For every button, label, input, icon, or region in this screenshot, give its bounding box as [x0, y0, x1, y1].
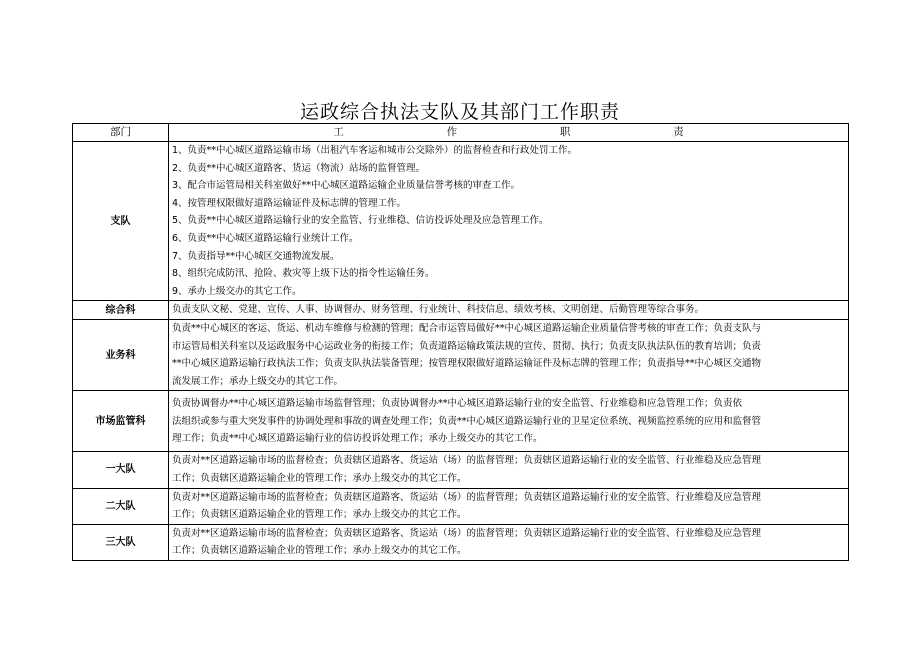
duty-line: 法组织或参与重大突发事件的协调处理和事故的调查处理工作；负责**中心城区道路运输行业的卫星定位系统、视频监控系统的应用和监督管	[172, 415, 762, 427]
duty-list	[169, 142, 849, 301]
duty-item-text: 、配合市运管局相关科室做好**中心城区道路运输企业质量信誉考核的审查工作。	[178, 180, 521, 192]
duty-item	[172, 195, 845, 213]
table-row	[73, 488, 849, 524]
header-duty-char: 职	[559, 126, 571, 138]
duty-item-text: 、负责**中心城区道路运输行业的安全监管、行业维稳、信访投诉处理及应急管理工作。	[178, 215, 549, 227]
duty-line: 负责支队文秘、党建、宣传、人事、协调督办、财务管理、行业统计、科技信息、绩效考核、文明创建、后勤管理等综合事务。	[172, 304, 705, 316]
dept-name: 综合科	[73, 301, 169, 320]
document-title: 运政综合执法支队及其部门工作职责	[299, 101, 620, 123]
duty-item-number: 5	[172, 215, 179, 227]
duty-line: 流发展工作；承办上级交办的其它工作。	[172, 375, 344, 387]
duty-text	[169, 524, 849, 560]
dept-name: 一大队	[73, 452, 169, 488]
table-row	[73, 391, 849, 452]
duty-item-text: 、按管理权限做好道路运输证件及标志牌的管理工作。	[178, 197, 407, 209]
duty-item-number: 7	[172, 250, 179, 262]
duty-item	[172, 212, 845, 230]
table-header-row	[73, 124, 849, 142]
dept-name: 支队	[73, 142, 169, 301]
duty-line: 负责对**区道路运输市场的监督检查；负责辖区道路客、货运站（场）的监督管理；负责辖区道路运输行业的安全监管、行业维稳及应急管理	[172, 527, 762, 539]
duty-item-text: 、负责指导**中心城区交通物流发展。	[178, 250, 340, 262]
header-duty-char: 工	[333, 126, 344, 138]
duty-item-number: 4	[172, 197, 179, 209]
duty-item-number: 6	[172, 232, 179, 244]
duty-text	[169, 452, 849, 488]
duty-text	[169, 488, 849, 524]
duty-item-text: 、承办上级交办的其它工作。	[178, 285, 302, 297]
duty-line: 负责**中心城区的客运、货运、机动车维修与检测的管理；配合市运管局做好**中心城区道路运输企业质量信誉考核的审查工作；负责支队与	[172, 322, 762, 334]
header-dept: 部门	[73, 124, 169, 142]
duty-line: **中心城区道路运输行政执法工作；负责支队执法装备管理；按管理权限做好道路运输证件及标志牌的管理工作；负责指导**中心城区交通物	[172, 358, 762, 370]
dept-name: 业务科	[73, 319, 169, 390]
header-duty	[169, 124, 849, 142]
duty-item	[172, 283, 845, 301]
dept-name: 二大队	[73, 488, 169, 524]
dept-name: 市场监管科	[73, 391, 169, 452]
duty-line: 负责对**区道路运输市场的监督检查；负责辖区道路客、货运站（场）的监督管理；负责辖区道路运输行业的安全监管、行业维稳及应急管理	[172, 455, 762, 467]
duty-item	[172, 230, 845, 248]
table-row	[73, 301, 849, 320]
duty-item	[172, 142, 845, 160]
duty-line: 负责协调督办**中心城区道路运输市场监督管理；负责协调督办**中心城区道路运输行业的安全监管、行业维稳和应急管理工作；负责依	[172, 397, 743, 409]
duty-item-number: 3	[172, 180, 179, 192]
duty-text	[169, 319, 849, 390]
duty-line: 工作；负责辖区道路运输企业的管理工作；承办上级交办的其它工作。	[172, 509, 467, 521]
duty-table	[72, 123, 849, 561]
duty-line: 工作；负责辖区道路运输企业的管理工作；承办上级交办的其它工作。	[172, 545, 467, 557]
duty-item-number: 9	[172, 285, 179, 297]
duty-item-number: 2	[172, 162, 179, 174]
duty-text	[169, 301, 849, 320]
duty-line: 工作；负责辖区道路运输企业的管理工作；承办上级交办的其它工作。	[172, 472, 467, 484]
duty-text	[169, 391, 849, 452]
table-row	[73, 452, 849, 488]
dept-name: 三大队	[73, 524, 169, 560]
header-duty-char: 责	[673, 126, 684, 138]
duty-item-number: 1	[172, 145, 179, 156]
table-row	[73, 319, 849, 390]
header-duty-char: 作	[446, 126, 458, 138]
duty-item-text: 、组织完成防汛、抢险、救灾等上级下达的指令性运输任务。	[178, 268, 435, 280]
table-row	[73, 524, 849, 560]
duty-item-text: 、负责**中心城区道路客、货运（物流）站场的监督管理。	[178, 162, 426, 174]
duty-item	[172, 248, 845, 266]
table-row	[73, 142, 849, 301]
duty-item	[172, 265, 845, 283]
duty-line: 市运管局相关科室以及运政服务中心运政业务的衔接工作；负责道路运输政策法规的宣传、贯彻、执行；负责支队执法队伍的教育培训；负责	[172, 340, 762, 352]
duty-item-number: 8	[172, 268, 179, 280]
duty-item-text: 、负责**中心城区道路运输行业统计工作。	[178, 232, 359, 244]
duty-item-text: 、负责**中心城区道路运输市场（出租汽车客运和城市公交除外）的监督检查和行政处罚工作。	[178, 145, 578, 156]
duty-line: 负责对**区道路运输市场的监督检查；负责辖区道路客、货运站（场）的监督管理；负责辖区道路运输行业的安全监管、行业维稳及应急管理	[172, 491, 762, 503]
duty-line: 理工作；负责**中心城区道路运输行业的信访投诉处理工作；承办上级交办的其它工作。	[172, 433, 543, 445]
duty-item	[172, 177, 845, 195]
duty-item	[172, 160, 845, 178]
